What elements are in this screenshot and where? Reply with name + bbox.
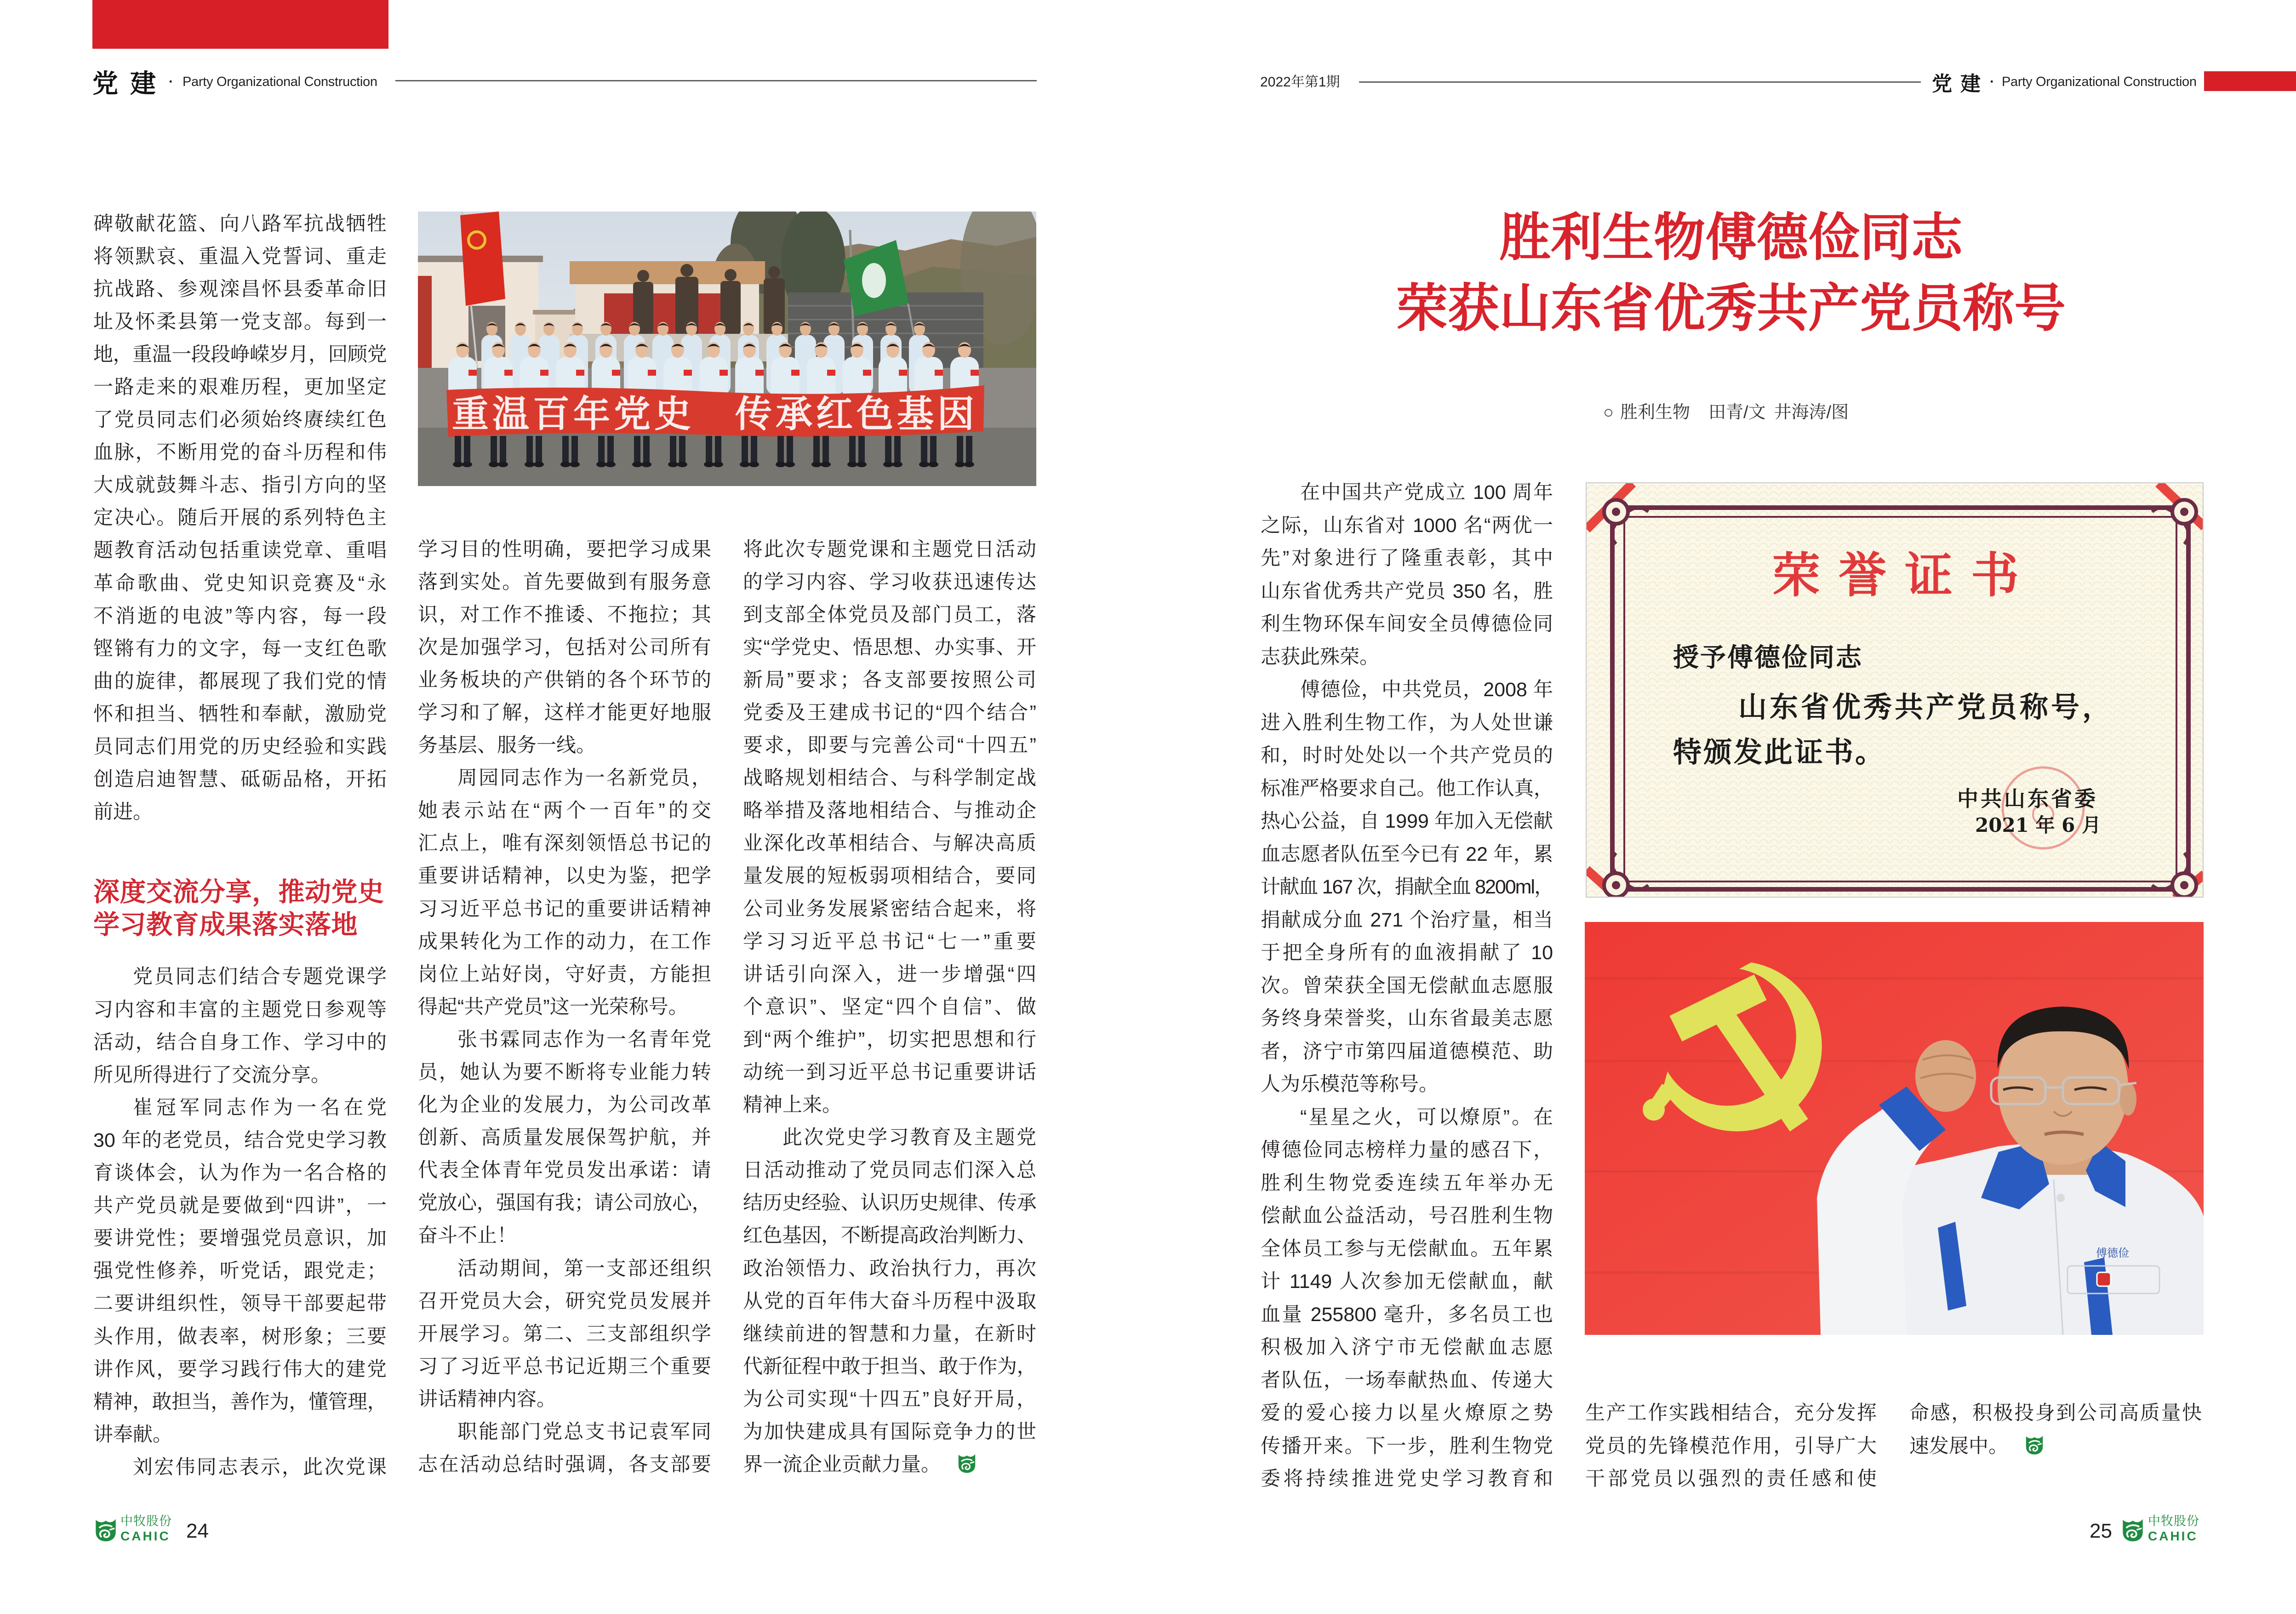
text-line: 为公司实现“十四五”良好开局， bbox=[743, 1388, 1036, 1410]
text-line: 岗位上站好岗，守好责，方能担 bbox=[418, 963, 711, 985]
text-line: 在中国共产党成立 100 周年 bbox=[1300, 481, 1553, 504]
paragraph bbox=[418, 762, 711, 1024]
text-line: 志获此殊荣。 bbox=[1261, 646, 1379, 668]
text-line: 利生物环保车间安全员傅德俭同 bbox=[1261, 613, 1553, 635]
text-line: 讲话精神内容。 bbox=[418, 1388, 556, 1410]
paragraph bbox=[93, 961, 387, 1091]
text-line: 者队伍，一场奉献热血、传递大 bbox=[1261, 1369, 1553, 1391]
text-line: 重要讲话精神，以史为鉴，把学 bbox=[418, 865, 711, 887]
text-line: 强党性修养，听党话，跟党走； bbox=[93, 1260, 387, 1282]
text-line: 个意识”、坚定“四个自信”、做 bbox=[743, 996, 1036, 1018]
text-line: 量发展的短板弱项相结合，要同 bbox=[743, 865, 1036, 887]
text-line: 速发展中。 bbox=[1909, 1430, 2202, 1463]
text-line: 前进。 bbox=[93, 801, 153, 824]
paragraph bbox=[418, 1253, 711, 1416]
cahic-end-mark-icon bbox=[957, 1453, 977, 1474]
text-line: 育谈体会，认为作为一名合格的 bbox=[93, 1162, 387, 1185]
text-line: 傅德俭，中共党员，2008 年 bbox=[1300, 679, 1553, 701]
banner-text: 重温百年党史 传承红色基因 bbox=[452, 393, 978, 435]
text-line: 深度交流分享，推动党史 bbox=[93, 877, 384, 907]
text-line: 界一流企业贡献力量。 bbox=[743, 1448, 1036, 1481]
text-line: 动统一到习近平总书记重要讲话 bbox=[743, 1061, 1036, 1083]
text-line: 干部党员以强烈的责任感和使 bbox=[1585, 1468, 1877, 1490]
text-line: 党放心，强国有我；请公司放心， bbox=[418, 1192, 711, 1214]
text-line: 汇点上，唯有深刻领悟总书记的 bbox=[418, 832, 711, 855]
text-line: 精神上来。 bbox=[743, 1094, 842, 1116]
paragraph bbox=[1909, 1397, 2202, 1463]
text-line: 活动期间，第一支部还组织 bbox=[457, 1257, 711, 1280]
text-line: 略举措及落地相结合、与推动企 bbox=[743, 800, 1036, 822]
text-line: 奋斗不止！ bbox=[418, 1225, 517, 1247]
article-column-1 bbox=[93, 208, 387, 1484]
text-line: 不消逝的电波”等内容，每一段 bbox=[93, 605, 387, 627]
text-line: 员同志们用党的历史经验和实践 bbox=[93, 736, 387, 758]
text-line: 将领默哀、重温入党誓词、重走 bbox=[93, 245, 387, 268]
text-line: 全体员工参与无偿献血。五年累 bbox=[1261, 1237, 1553, 1260]
text-line: 代表全体青年党员发出承诺：请 bbox=[418, 1159, 711, 1182]
paragraph bbox=[1585, 1397, 1877, 1496]
text-line: 地，重温一段段峥嵘岁月，回顾党 bbox=[93, 343, 387, 366]
text-line: 定决心。随后开展的系列特色主 bbox=[93, 507, 387, 529]
text-line: 标准严格要求自己。他工作认真， bbox=[1261, 777, 1553, 800]
article-column-3 bbox=[1909, 1397, 2202, 1463]
group-photo-illustration bbox=[418, 212, 1036, 486]
article-title-line-1: 胜利生物傅德俭同志 bbox=[1499, 207, 1963, 268]
section-title-en: Party Organizational Construction bbox=[2002, 74, 2197, 89]
article-title-line-2: 荣获山东省优秀共产党员称号 bbox=[1396, 278, 2066, 338]
text-line: 精神，敢担当，善作为，懂管理， bbox=[93, 1391, 387, 1413]
text-line: 创造启迪智慧、砥砺品格，开拓 bbox=[93, 768, 387, 791]
text-line: 要求，即要与完善公司“十四五” bbox=[743, 734, 1036, 757]
text-line: 共产党员就是要做到“四讲”，一 bbox=[93, 1195, 387, 1217]
text-line: 计献血 167 次，捐献全血 8200ml， bbox=[1261, 876, 1553, 898]
text-line: 委将持续推进党史学习教育和 bbox=[1261, 1468, 1553, 1490]
text-line: 者，济宁市第四届道德模范、助 bbox=[1261, 1040, 1553, 1063]
text-line: 员，她认为要不断将专业能力转 bbox=[418, 1061, 711, 1083]
text-line: 胜利生物党委连续五年举办无 bbox=[1261, 1172, 1553, 1194]
text-line: 化为企业的发展力，为公司改革 bbox=[418, 1094, 711, 1116]
text-line: 讲作风，要学习践行伟大的建党 bbox=[93, 1358, 387, 1380]
paragraph bbox=[93, 1451, 387, 1484]
text-line: 识，对工作不推诿、不拖拉；其 bbox=[418, 603, 711, 626]
text-line: 结历史经验、认识历史规律、传承 bbox=[743, 1192, 1036, 1214]
paragraph bbox=[743, 533, 1036, 1122]
text-line: 从党的百年伟大奋斗历程中汲取 bbox=[743, 1290, 1036, 1312]
logo-name-cn: 中牧股份 bbox=[120, 1514, 172, 1528]
certificate-honor: 山东省优秀共产党员称号， bbox=[1738, 690, 2114, 724]
header-rule bbox=[395, 80, 1037, 81]
text-line: 积极加入济宁市无偿献血志愿 bbox=[1261, 1336, 1553, 1358]
text-line: 血量 255800 毫升，多名员工也 bbox=[1261, 1303, 1553, 1326]
text-line: 碑敬献花篮、向八路军抗战牺牲 bbox=[93, 212, 387, 235]
text-line: 于把全身所有的血液捐献了 10 bbox=[1261, 942, 1553, 964]
text-line: 血脉，不断用党的奋斗历程和伟 bbox=[93, 441, 387, 464]
byline-circle-icon: ○ bbox=[1603, 403, 1614, 422]
article-column-3 bbox=[743, 533, 1036, 1482]
text-line: 为加快建成具有国际竞争力的世 bbox=[743, 1421, 1036, 1443]
text-line: 生产工作实践相结合，充分发挥 bbox=[1585, 1402, 1877, 1424]
text-line: 成果转化为工作的动力，在工作 bbox=[418, 930, 711, 953]
text-line: 刘宏伟同志表示，此次党课 bbox=[133, 1456, 387, 1478]
text-line: 二要讲组织性，领导干部要起带 bbox=[93, 1293, 387, 1315]
text-line: 学习和了解，这样才能更好地服 bbox=[418, 701, 711, 724]
text-line: 学习目的性明确，要把学习成果 bbox=[418, 538, 711, 561]
paragraph bbox=[93, 1092, 387, 1451]
text-line: 务基层、服务一线。 bbox=[418, 734, 596, 757]
text-line: 业深化改革相结合、与解决高质 bbox=[743, 832, 1036, 855]
text-line: 曲的旋律，都展现了我们党的情 bbox=[93, 670, 387, 693]
text-line: 一路走来的艰难历程，更加坚定 bbox=[93, 376, 387, 398]
section-title-en: Party Organizational Construction bbox=[183, 74, 377, 89]
paragraph bbox=[418, 1024, 711, 1253]
paragraph bbox=[1261, 476, 1553, 674]
text-line: 到支部全体党员及部门员工，落 bbox=[743, 603, 1036, 626]
byline-photo-credit: 井海涛/图 bbox=[1774, 403, 1849, 422]
text-line: 习内容和丰富的主题党日参观等 bbox=[93, 998, 387, 1021]
text-line: 得起“共产党员”这一光荣称号。 bbox=[418, 996, 688, 1018]
article-title bbox=[1257, 202, 2205, 344]
page-number-left: 24 bbox=[186, 1520, 209, 1542]
uniform-name-tag: 傅德俭 bbox=[2096, 1247, 2129, 1259]
text-line: 习习近平总书记的重要讲话精神 bbox=[418, 898, 711, 920]
text-line: 热心公益，自 1999 年加入无偿献 bbox=[1261, 810, 1553, 832]
text-line: 之际，山东省对 1000 名“两优一 bbox=[1261, 514, 1553, 537]
text-line: 党员同志们结合专题党课学 bbox=[133, 966, 387, 988]
text-line: 命感，积极投身到公司高质量快 bbox=[1909, 1402, 2202, 1424]
text-line: 捐献成分血 271 个治疗量，相当 bbox=[1261, 909, 1553, 931]
cahic-logo-icon bbox=[94, 1517, 117, 1543]
paragraph bbox=[1261, 1101, 1553, 1496]
byline-text-credit: 田青/文 bbox=[1708, 403, 1766, 422]
cahic-logo-icon bbox=[2121, 1517, 2144, 1543]
article-column-2 bbox=[1585, 1397, 1877, 1496]
logo-name-en: CAHIC bbox=[2148, 1529, 2198, 1543]
logo-name-cn: 中牧股份 bbox=[2148, 1514, 2199, 1528]
text-line: 实“学党史、悟思想、办实事、开 bbox=[743, 636, 1036, 658]
red-banner bbox=[446, 385, 984, 437]
text-line: 山东省优秀共产党员 350 名，胜 bbox=[1261, 580, 1553, 602]
text-line: 开展学习。第二、三支部组织学 bbox=[418, 1322, 711, 1345]
certificate-date: 2021 年 6 月 bbox=[1975, 814, 2101, 836]
section-color-tab bbox=[2204, 71, 2296, 91]
right-running-header bbox=[1932, 67, 2197, 97]
text-line: 业务板块的产供销的各个环节的 bbox=[418, 669, 711, 691]
text-line: 题教育活动包括重读党章、重唱 bbox=[93, 539, 387, 562]
text-line: 傅德俭同志榜样力量的感召下， bbox=[1261, 1139, 1553, 1161]
text-line: 讲话引向深入，进一步增强“四 bbox=[743, 963, 1036, 985]
paragraph bbox=[93, 208, 387, 829]
text-line: 偿献血公益活动，号召胜利生物 bbox=[1261, 1205, 1553, 1227]
text-line: 红色基因，不断提高政治判断力、 bbox=[743, 1225, 1036, 1247]
left-running-header bbox=[92, 67, 377, 97]
section-title-cn: 党建 bbox=[1932, 72, 1989, 96]
text-line: 党员的先锋模范作用，引导广大 bbox=[1585, 1435, 1877, 1457]
paragraph bbox=[418, 1416, 711, 1481]
text-line: 址及怀柔县第一党支部。每到一 bbox=[93, 310, 387, 333]
text-line: 学习习近平总书记“七一”重要 bbox=[743, 930, 1036, 953]
text-line: 怀和担当、牺牲和奉献，激励党 bbox=[93, 703, 387, 725]
text-line: 大成就鼓舞斗志、指引方向的坚 bbox=[93, 474, 387, 497]
text-line: 召开党员大会，研究党员发展并 bbox=[418, 1290, 711, 1312]
text-line: 次。曾荣获全国无偿献血志愿服 bbox=[1261, 974, 1553, 997]
text-line: 头作用，做表率，树形象；三要 bbox=[93, 1325, 387, 1348]
text-line: 务终身荣誉奖，山东省最美志愿 bbox=[1261, 1007, 1553, 1030]
text-line: 落到实处。首先要做到有服务意 bbox=[418, 571, 711, 593]
issue-label: 2022年第1期 bbox=[1260, 74, 1340, 90]
text-line: 日活动推动了党员同志们深入总 bbox=[743, 1159, 1036, 1182]
text-line: 要讲党性；要增强党员意识，加 bbox=[93, 1227, 387, 1250]
byline-unit: 胜利生物 bbox=[1620, 403, 1690, 422]
cahic-end-mark-icon bbox=[2025, 1434, 2044, 1455]
text-line: 习了习近平总书记近期三个重要 bbox=[418, 1355, 711, 1378]
group-photo bbox=[418, 212, 1036, 486]
honor-certificate-image bbox=[1586, 482, 2204, 898]
paragraph bbox=[1261, 674, 1553, 1101]
text-line: 职能部门党总支书记袁军同 bbox=[457, 1421, 711, 1443]
text-line: 活动，结合自身工作、学习中的 bbox=[93, 1031, 387, 1053]
section-color-tab bbox=[92, 0, 388, 49]
byline bbox=[1603, 401, 1849, 424]
text-line: 此次党史学习教育及主题党 bbox=[782, 1127, 1036, 1149]
text-line: 抗战路、参观滦昌怀县委革命旧 bbox=[93, 278, 387, 300]
text-line: 公司业务发展紧密结合起来，将 bbox=[743, 898, 1036, 920]
paragraph bbox=[418, 533, 711, 762]
text-line: 将此次专题党课和主题党日活动 bbox=[743, 538, 1036, 561]
text-line: 战略规划相结合、与科学制定战 bbox=[743, 767, 1036, 790]
logo-name-en: CAHIC bbox=[120, 1529, 171, 1543]
text-line: 30 年的老党员，结合党史学习教 bbox=[93, 1129, 387, 1151]
text-line: 党委及王建成书记的“四个结合” bbox=[743, 701, 1036, 724]
text-line: 血志愿者队伍至今已有 22 年，累 bbox=[1261, 843, 1553, 865]
certificate-statement: 特颁发此证书。 bbox=[1673, 735, 1886, 769]
header-separator: · bbox=[169, 74, 173, 89]
section-title-cn: 党建 bbox=[92, 69, 168, 99]
text-line: 周园同志作为一名新党员， bbox=[457, 767, 711, 790]
section-heading bbox=[93, 876, 387, 941]
text-line: 进入胜利生物工作，为人处世谦 bbox=[1261, 711, 1553, 734]
text-line: 崔冠军同志作为一名在党 bbox=[133, 1096, 387, 1119]
text-line: 新局”要求；各支部要按照公司 bbox=[743, 669, 1036, 691]
text-line: 爱的爱心接力以星火燎原之势 bbox=[1261, 1402, 1553, 1424]
text-line: 政治领悟力、政治执行力，再次 bbox=[743, 1257, 1036, 1280]
text-line: 和，时时处处以一个共产党员的 bbox=[1261, 744, 1553, 767]
text-line: 继续前进的智慧和力量，在新时 bbox=[743, 1322, 1036, 1345]
header-rule bbox=[1359, 81, 1921, 83]
text-line: 所见所得进行了交流分享。 bbox=[93, 1064, 331, 1086]
article-column-2 bbox=[418, 533, 711, 1482]
text-line: 代新征程中敢于担当、敢于作为， bbox=[743, 1355, 1036, 1378]
certificate-recipient: 授予傅德俭同志 bbox=[1673, 642, 1863, 673]
text-line: 先”对象进行了隆重表彰，其中 bbox=[1261, 547, 1553, 569]
text-line: 铿锵有力的文字，每一支红色歌 bbox=[93, 637, 387, 660]
text-line: 计 1149 人次参加无偿献血，献 bbox=[1261, 1271, 1553, 1293]
text-line: “星星之火，可以燎原”。在 bbox=[1300, 1106, 1553, 1128]
text-line: 到“两个维护”，切实把思想和行 bbox=[743, 1028, 1036, 1051]
text-line: 讲奉献。 bbox=[93, 1423, 172, 1446]
crowd bbox=[445, 321, 982, 396]
certificate-issuer: 中共山东省委 bbox=[1957, 786, 2098, 811]
page-number-right: 25 bbox=[2090, 1520, 2112, 1542]
text-line: 革命歌曲、党史知识竞赛及“永 bbox=[93, 572, 387, 595]
header-separator: · bbox=[1990, 74, 1994, 89]
portrait-illustration bbox=[1585, 922, 2204, 1335]
article-column-1 bbox=[1261, 476, 1553, 1496]
text-line: 她表示站在“两个一百年”的交 bbox=[418, 800, 711, 822]
text-line: 张书霖同志作为一名青年党 bbox=[457, 1028, 711, 1051]
text-line: 了党员同志们必须始终赓续红色 bbox=[93, 409, 387, 431]
text-line: 的学习内容、学习收获迅速传达 bbox=[743, 571, 1036, 593]
text-line: 传播开来。下一步，胜利生物党 bbox=[1261, 1435, 1553, 1457]
text-line: 人为乐模范等称号。 bbox=[1261, 1073, 1439, 1095]
certificate-title: 荣誉证书 bbox=[1772, 547, 2037, 603]
text-line: 次是加强学习，包括对公司所有 bbox=[418, 636, 711, 658]
text-line: 志在活动总结时强调，各支部要 bbox=[418, 1454, 711, 1476]
text-line: 创新、高质量发展保驾护航，并 bbox=[418, 1127, 711, 1149]
portrait-photo bbox=[1585, 922, 2204, 1335]
text-line: 学习教育成果落实落地 bbox=[93, 910, 358, 940]
paragraph bbox=[743, 1122, 1036, 1481]
